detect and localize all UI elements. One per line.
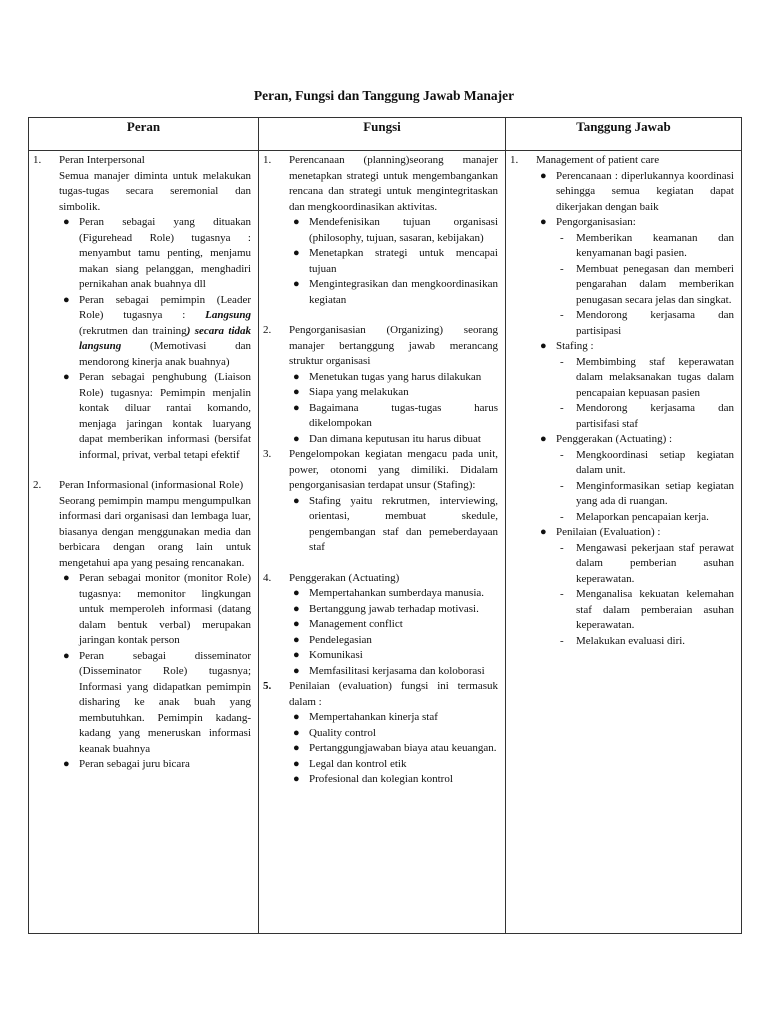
list-item: ● Quality control (293, 726, 376, 739)
list-item: ● Peran sebagai penghubung (Liaison Role) tugasnya: Pemimpin menjalin kontak diluar rantai komando, menjaga jaringan kontak luaryang dapat memberikan informasi (bersifat informal, privat, verbal tetapi efektif (63, 371, 251, 461)
sub-item: - Menganalisa kekuatan kelemahan staf dalam pemberaian asuhan keperawatan. (560, 588, 734, 631)
list-item: ● Bagaimana tugas-tugas harus dikelompokan (293, 401, 498, 429)
section-intro: Seorang pemimpin mampu mengumpulkan informasi dari organisasi dan lembaga luar, biasanya dengan menggunakan media dan berbicara dengan orang lain untuk mengetahui apa yang pesaing rencanakan. (59, 494, 251, 569)
fungsi-organizing: 2. Pengorganisasian (Organizing) seorang manajer bertanggung jawab merancang struktur organisasi ● Menetukan tugas yang harus dilakukan ● Siapa yang melakukan ● Bagaimana tugas-tugas harus dikelompokan ● Dan dimana keputusan itu harus dibuat (263, 323, 498, 447)
list-item: ● Perencanaan : diperlukannya koordinasi sehingga semua kegiatan dapat dikerjakan dengan baik (540, 169, 734, 213)
list-item: ● Komunikasi (293, 649, 363, 661)
peran-section-informasional: 2. Peran Informasional (informasional Role) Seorang pemimpin mampu mengumpulkan informasi dari organisasi dan lembaga luar, biasanya dengan menggunakan media dan berbicara dengan orang lain untuk mengetahui apa yang pesaing rencanakan. ● Peran sebagai monitor (monitor Role) tugasnya: memonitor lingkungan untuk memperoleh informasi (datang dalam bentuk verbal) merupakan jaringan kontak person ● Peran sebagai disseminator (Disseminator Role) tugasnya; Informasi yang didapatkan pemimpin disharing ke anak buah yang membutuhkan. Pemimpin kadang-kadang yang meneruskan informasi keanak buahnya ● Peran sebagai juru bicara (33, 478, 251, 773)
list-item: ● Stafing yaitu rekrutmen, interviewing, orientasi, membuat skedule, pengembangan staf dan pemeberdayaan staf (293, 494, 498, 553)
header-tanggung-jawab: Tanggung Jawab (506, 118, 742, 151)
sub-item: - Mendorong kerjasama dan partisifasi staf (560, 402, 734, 430)
sub-item: - Mendorong kerjasama dan partisipasi (560, 309, 734, 337)
list-item: ● Peran sebagai disseminator (Disseminator Role) tugasnya; Informasi yang didapatkan pemimpin disharing ke anak buah yang membutuhkan. Pemimpin kadang-kadang yang meneruskan informasi keanak buahnya (63, 649, 251, 755)
list-item: ● Peran sebagai pemimpin (Leader Role) tugasnya : Langsung (rekrutmen dan training) secara tidak langsung (Memotivasi dan mendorong kinerja anak buahnya) (63, 293, 251, 368)
list-item: ● Menetukan tugas yang harus dilakukan (293, 370, 482, 383)
fungsi-evaluation: 5. Penilaian (evaluation) fungsi ini termasuk dalam : ● Mempertahankan kinerja staf ● Quality control ● Pertanggungjawaban biaya atau keuangan. ● Legal dan kontrol etik ● Profesional dan kolegian kontrol (263, 679, 498, 788)
sub-item: - Membuat penegasan dan memberi pengarahan dalam memberikan penugasan secara jelas dan singkat. (560, 262, 734, 306)
peran-cell (29, 151, 259, 934)
list-item: ● Penilaian (Evaluation) : - Mengawasi pekerjaan staf perawat dalam pemberian asuhan keperawatan. - Menganalisa kekuatan kelemahan staf dalam pemberaian asuhan keperawatan. - Melakukan evaluasi diri. (536, 525, 734, 649)
fungsi-grouping: 3. Pengelompokan kegiatan mengacu pada unit, power, otonomi yang dimiliki. Didalam pengorganisasian terdapat unsur (Stafing): ● Stafing yaitu rekrutmen, interviewing, orientasi, membuat skedule, pengembangan staf dan pemeberdayaan staf (263, 447, 498, 556)
sub-item: - Melaporkan pencapaian kerja. (560, 510, 709, 523)
section-intro: Semua manajer diminta untuk melakukan tugas-tugas secara seremonial dan simbolik. (59, 169, 251, 213)
tanggung-jawab-section: 1. Management of patient care ● Perencanaan : diperlukannya koordinasi sehingga semua kegiatan dapat dikerjakan dengan baik ● Pengorganisasian: - Memberikan keamanan dan kenyamanan bagi pasien. - Membuat penegasan dan memberi pengarahan dalam memberikan penugasan secara jelas dan singkat. - Mendorong kerjasama dan partisipasi ● Stafing : - Membimbing staf keperawatan dalam melaksanakan tugas dalam pencapaian kepuasan pasien - Mendorong kerjasama dan partisifasi staf ● Penggerakan (Actuating) : - Mengkoordinasi setiap kegiatan dalam unit. - Menginformasikan setiap kegiatan yang ada di ruangan. - Melaporkan pencapaian kerja. ● Penilaian (Evaluation) : - Mengawasi pekerjaan staf perawat dalam pemberian asuhan keperawatan. - Menganalisa kekuatan kelemahan staf dalam pemberaian asuhan keperawatan. - Melakukan evaluasi diri. (510, 153, 734, 649)
list-item: ● Dan dimana keputusan itu harus dibuat (293, 432, 481, 445)
list-item: ● Pendelegasian (293, 633, 372, 646)
tanggung-jawab-cell (506, 151, 742, 934)
list-item: ● Pengorganisasian: - Memberikan keamanan dan kenyamanan bagi pasien. - Membuat penegasan dan memberi pengarahan dalam memberikan penugasan secara jelas dan singkat. - Mendorong kerjasama dan partisipasi (536, 215, 734, 339)
section-title: Management of patient care (536, 154, 660, 166)
table-header-row (29, 118, 742, 151)
sub-item: - Mengkoordinasi setiap kegiatan dalam unit. (560, 448, 734, 476)
list-item: ● Pertanggungjawaban biaya atau keuangan. (293, 742, 497, 754)
header-fungsi: Fungsi (259, 118, 506, 151)
fungsi-cell (259, 151, 506, 934)
list-item: ● Legal dan kontrol etik (293, 757, 407, 770)
table-row (29, 151, 742, 934)
roles-table (28, 117, 742, 934)
list-item: ● Stafing : - Membimbing staf keperawatan dalam melaksanakan tugas dalam pencapaian kepuasan pasien - Mendorong kerjasama dan partisifasi staf (536, 339, 734, 432)
list-item: ● Memfasilitasi kerjasama dan koloborasi (293, 664, 485, 677)
sub-item: - Mengawasi pekerjaan staf perawat dalam pemberian asuhan keperawatan. (560, 541, 734, 585)
document-title: Peran, Fungsi dan Tanggung Jawab Manajer (253, 88, 515, 103)
list-item: ● Bertanggung jawab terhadap motivasi. (293, 602, 479, 615)
sub-item: - Melakukan evaluasi diri. (560, 634, 686, 647)
list-item: ● Mempertahankan sumberdaya manusia. (293, 587, 485, 599)
list-item: ● Peran sebagai yang dituakan (Figurehead Role) tugasnya : menyambut tamu penting, menjamu makan siang pelanggan, menghadiri pernikahan anak buahnya dll (63, 216, 251, 290)
section-title: Peran Informasional (informasional Role) (59, 479, 244, 491)
header-peran: Peran (29, 118, 259, 151)
sub-item: - Membimbing staf keperawatan dalam melaksanakan tugas dalam pencapaian kepuasan pasien (560, 355, 734, 399)
sub-item: - Menginformasikan setiap kegiatan yang ada di ruangan. (560, 479, 734, 507)
list-item: ● Penggerakan (Actuating) : - Mengkoordinasi setiap kegiatan dalam unit. - Menginformasikan setiap kegiatan yang ada di ruangan. - Melaporkan pencapaian kerja. (536, 432, 734, 525)
list-item: ● Management conflict (293, 618, 403, 630)
peran-section-interpersonal: 1. Peran Interpersonal Semua manajer diminta untuk melakukan tugas-tugas secara seremonial dan simbolik. ● Peran sebagai yang dituakan (Figurehead Role) tugasnya : menyambut tamu penting, menjamu makan siang pelanggan, menghadiri pernikahan anak buahnya dll ● Peran sebagai pemimpin (Leader Role) tugasnya : Langsung (rekrutmen dan training) secara tidak langsung (Memotivasi dan mendorong kinerja anak buahnya) ● Peran sebagai penghubung (Liaison Role) tugasnya: Pemimpin menjalin kontak diluar rantai komando, menjaga jaringan kontak luaryang dapat memberikan informasi (bersifat informal, privat, verbal tetapi efektif (33, 153, 251, 463)
section-title: Peran Interpersonal (59, 154, 145, 166)
list-item: ● Menetapkan strategi untuk mencapai tujuan (293, 247, 498, 275)
fungsi-actuating: 4. Penggerakan (Actuating) ● Mempertahankan sumberdaya manusia. ● Bertanggung jawab terhadap motivasi. ● Management conflict ● Pendelegasian ● Komunikasi ● Memfasilitasi kerjasama dan koloborasi (263, 571, 498, 680)
list-item: ● Peran sebagai juru bicara (63, 758, 190, 770)
list-item: ● Mengintegrasikan dan mengkoordinasikan kegiatan (293, 278, 498, 306)
list-item: ● Peran sebagai monitor (monitor Role) tugasnya: memonitor lingkungan untuk memperoleh informasi (datang dalam bentuk verbal) merupakan jaringan kontak person (63, 572, 251, 646)
sub-item: - Memberikan keamanan dan kenyamanan bagi pasien. (560, 231, 734, 259)
fungsi-planning: 1. Perencanaan (planning)seorang manajer menetapkan strategi untuk mengembangankan rencana dan strategi untuk mengintegritaskan dan mengkoordinasikan aktivitas. ● Mendefenisikan tujuan organisasi (philosophy, tujuan, sasaran, kebijakan) ● Menetapkan strategi untuk mencapai tujuan ● Mengintegrasikan dan mengkoordinasikan kegiatan (263, 153, 498, 308)
list-item: ● Siapa yang melakukan (293, 386, 409, 398)
list-item: ● Mempertahankan kinerja staf (293, 711, 438, 723)
list-item: ● Mendefenisikan tujuan organisasi (philosophy, tujuan, sasaran, kebijakan) (293, 216, 498, 244)
list-item: ● Profesional dan kolegian kontrol (293, 773, 453, 785)
